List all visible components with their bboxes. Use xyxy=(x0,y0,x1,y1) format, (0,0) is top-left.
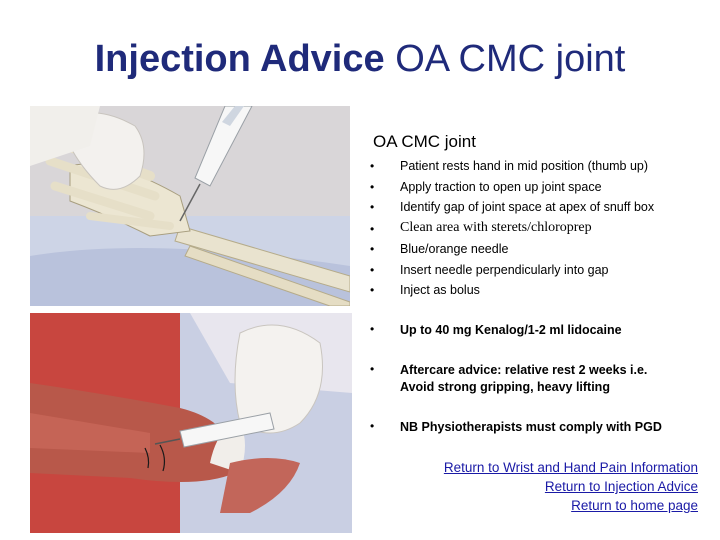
aftercare-text-line2: Avoid strong gripping, heavy lifting xyxy=(400,380,610,394)
step-text: Patient rests hand in mid position (thumb up) xyxy=(400,159,649,173)
navigation-links xyxy=(444,458,698,515)
skeleton-hand-injection-photo xyxy=(30,106,350,306)
page-title-bold: Injection Advice xyxy=(94,38,385,80)
subtitle: OA CMC joint xyxy=(373,132,476,151)
bullet: • xyxy=(370,159,375,173)
aftercare-text-line1: Aftercare advice: relative rest 2 weeks i.e. xyxy=(400,363,648,377)
step-text: Inject as bolus xyxy=(400,283,480,297)
bullet: • xyxy=(370,322,375,336)
step-text: Insert needle perpendicularly into gap xyxy=(400,263,609,277)
bullet: • xyxy=(370,180,375,194)
link-injection-advice[interactable]: Return to Injection Advice xyxy=(544,479,698,494)
page-title xyxy=(0,38,720,81)
step-text: Blue/orange needle xyxy=(400,242,509,256)
bullet: • xyxy=(370,419,375,433)
bullet: • xyxy=(370,283,375,297)
bullet: • xyxy=(370,222,375,236)
bullet: • xyxy=(370,242,375,256)
link-home-page[interactable]: Return to home page xyxy=(571,498,698,513)
step-text: Apply traction to open up joint space xyxy=(400,180,602,194)
bullet: • xyxy=(370,362,375,376)
pgd-text: NB Physiotherapists must comply with PGD xyxy=(400,420,662,434)
page-title-rest: OA CMC joint xyxy=(395,38,626,80)
dose-text: Up to 40 mg Kenalog/1-2 ml lidocaine xyxy=(400,323,622,337)
bullet: • xyxy=(370,263,375,277)
link-wrist-hand-pain[interactable]: Return to Wrist and Hand Pain Information xyxy=(443,460,698,475)
step-text: Identify gap of joint space at apex of snuff box xyxy=(400,200,655,214)
step-text: Clean area with sterets/chloroprep xyxy=(400,220,592,235)
hand-injection-photo xyxy=(30,313,352,533)
bullet: • xyxy=(370,200,375,214)
